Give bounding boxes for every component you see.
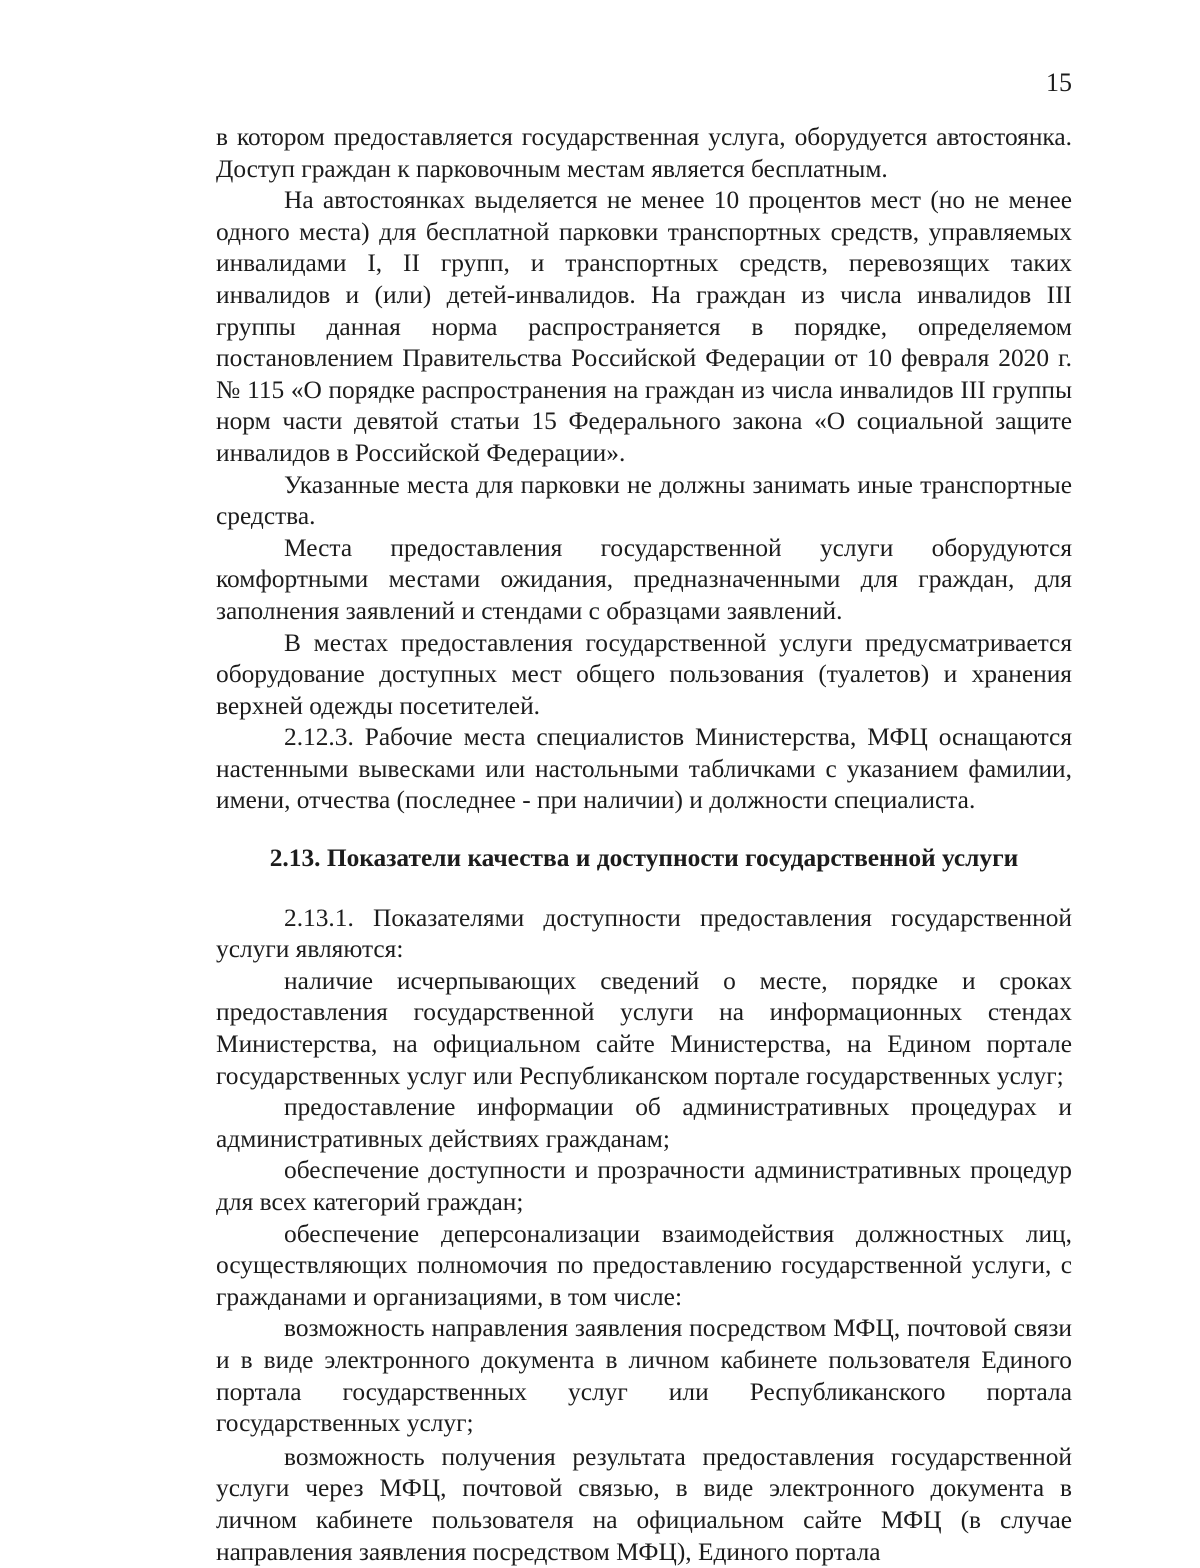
page-number: 15: [1046, 68, 1072, 97]
paragraph: наличие исчерпывающих сведений о месте, порядке и сроках предоставления государственной услуги на информационных стендах Министерства, на официальном сайте Министерства, на Едином портале государственных услуг или Республиканском портале государственных услуг;: [216, 966, 1072, 1090]
section-heading: 2.13. Показатели качества и доступности государственной услуги: [269, 844, 1019, 873]
paragraph: Места предоставления государственной услуги оборудуются комфортными местами ожидания, предназначенными для граждан, для заполнения заявлений и стендами с образцами заявлений.: [216, 533, 1072, 625]
document-body: [216, 122, 1072, 1568]
paragraph: в котором предоставляется государственная услуга, оборудуется автостоянка. Доступ граждан к парковочным местам является бесплатным.: [216, 123, 1072, 183]
paragraph: 2.13.1. Показателями доступности предоставления государственной услуги являются:: [216, 903, 1072, 964]
paragraph: Указанные места для парковки не должны занимать иные транспортные средства.: [216, 470, 1072, 531]
paragraph: предоставление информации об административных процедурах и административных действиях гражданам;: [216, 1093, 1072, 1153]
paragraph: В местах предоставления государственной услуги предусматривается оборудование доступных мест общего пользования (туалетов) и хранения верхней одежды посетителей.: [216, 628, 1072, 720]
paragraph: 2.12.3. Рабочие места специалистов Министерства, МФЦ оснащаются настенными вывесками или настольными табличками с указанием фамилии, имени, отчества (последнее - при наличии) и должности специалиста.: [216, 723, 1072, 815]
paragraph: возможность получения результата предоставления государственной услуги через МФЦ, почтовой связью, в виде электронного документа в личном кабинете пользователя на официальном сайте МФЦ (в случае направления заявления посредством МФЦ), Единого портала: [216, 1442, 1072, 1566]
paragraph: возможность направления заявления посредством МФЦ, почтовой связи и в виде электронного документа в личном кабинете пользователя Единого портала государственных услуг или Республиканского портала государственных услуг;: [216, 1314, 1072, 1438]
paragraph: На автостоянках выделяется не менее 10 процентов мест (но не менее одного места) для бесплатной парковки транспортных средств, управляемых инвалидами I, II групп, и транспортных средств, перевозящих таких инвалидов и (или) детей-инвалидов. На граждан из числа инвалидов III группы данная норма распространяется в порядке, определяемом постановлением Правительства Российской Федерации от 10 февраля 2020 г. № 115 «О порядке распространения на граждан из числа инвалидов III группы норм части девятой статьи 15 Федерального закона «О социальной защите инвалидов в Российской Федерации».: [216, 186, 1072, 467]
paragraph: обеспечение доступности и прозрачности административных процедур для всех категорий граждан;: [216, 1156, 1072, 1216]
paragraph: обеспечение деперсонализации взаимодействия должностных лиц, осуществляющих полномочия по предоставлению государственной услуги, с гражданами и организациями, в том числе:: [216, 1219, 1072, 1311]
